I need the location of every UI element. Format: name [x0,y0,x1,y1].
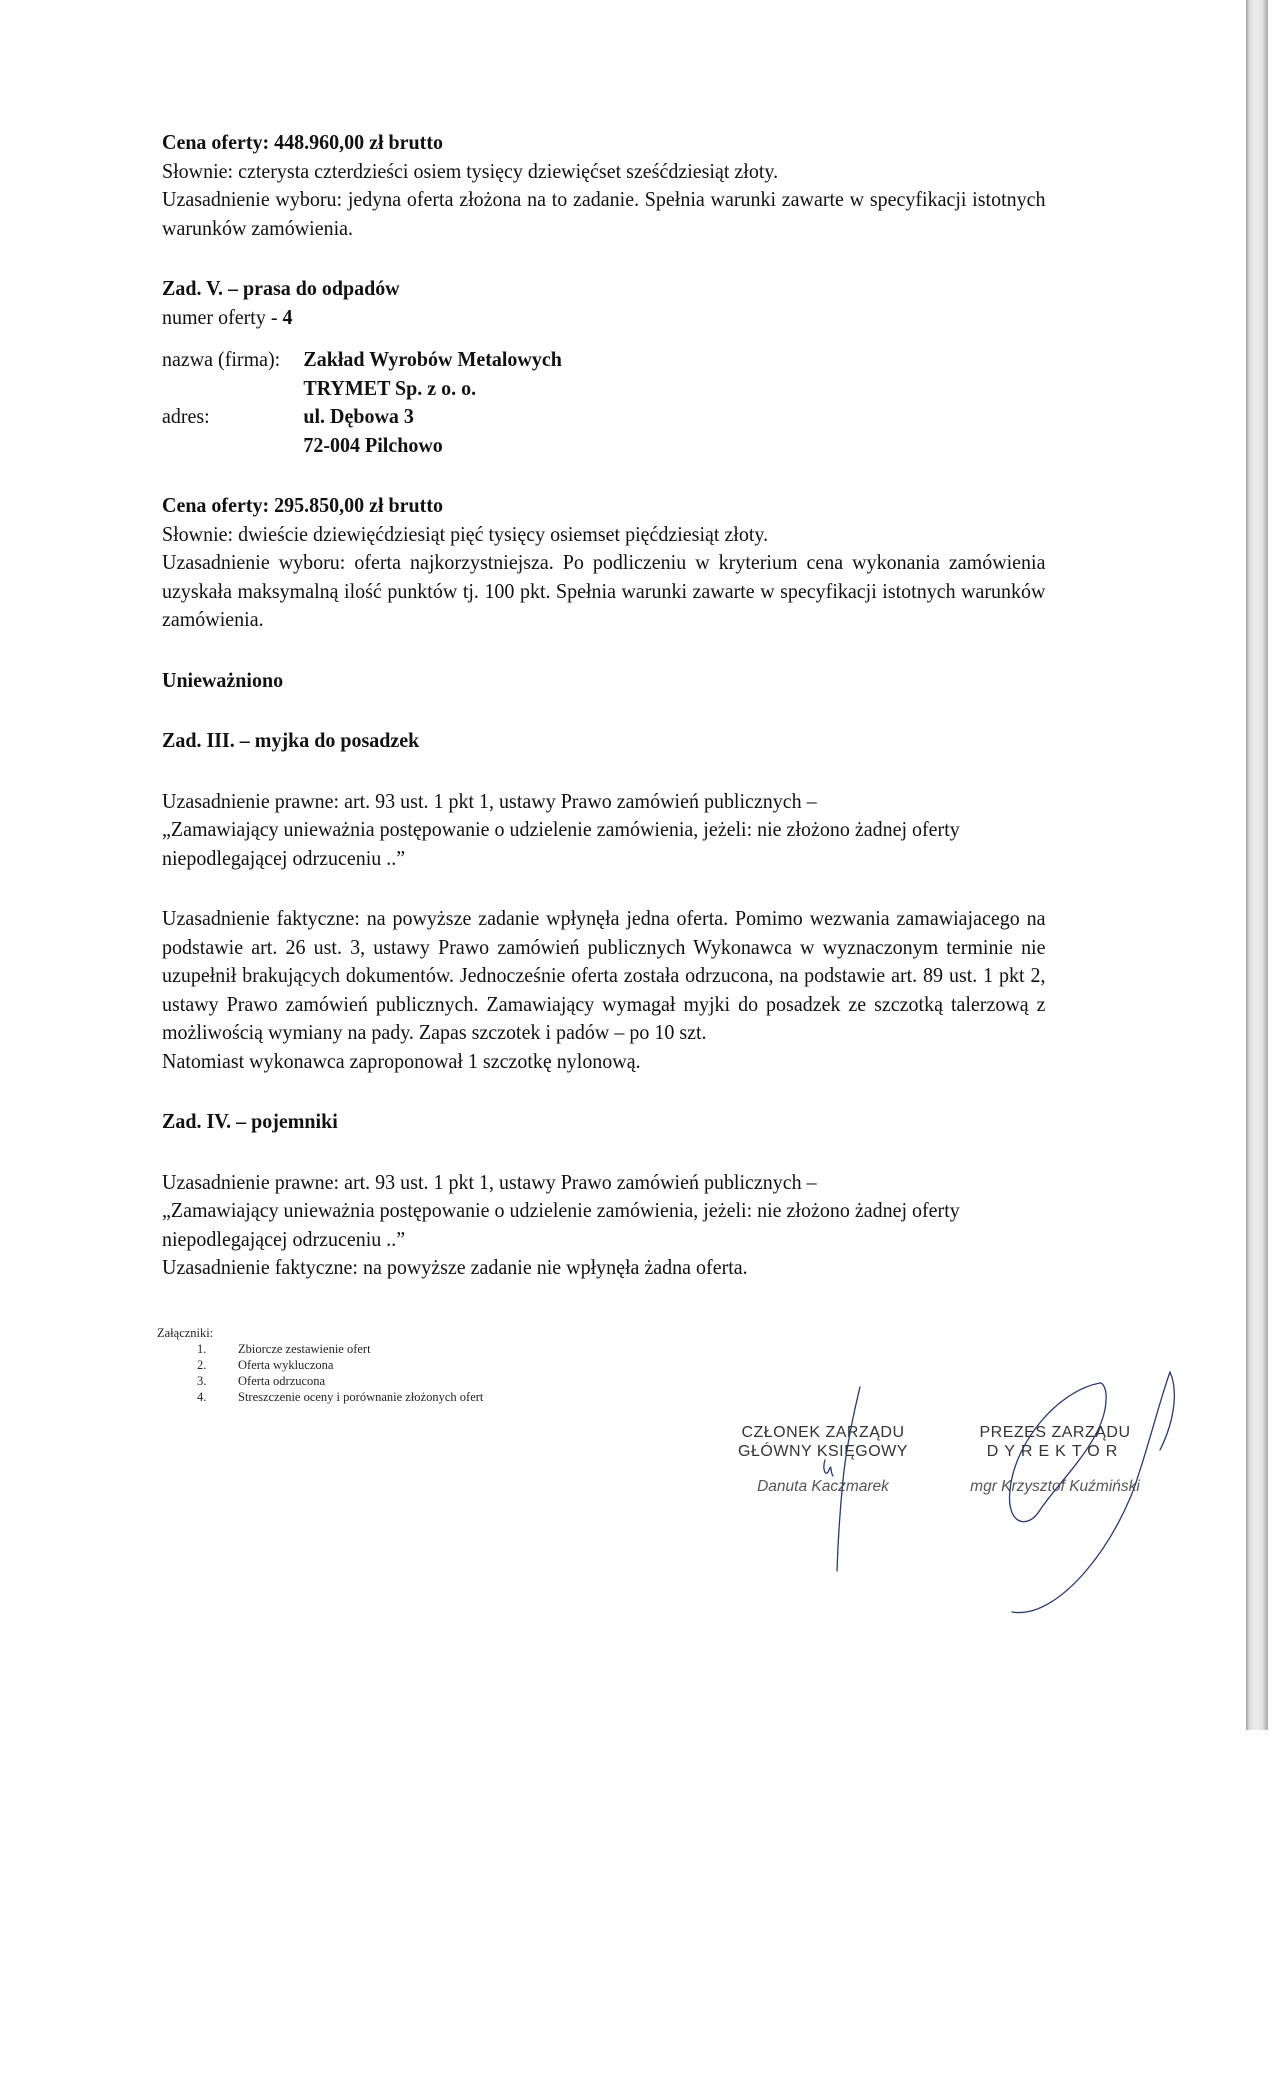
task-v-title: Zad. V. – prasa do odpadów [162,276,400,300]
attachment-number: 2. [197,1358,207,1372]
task-iii-title: Zad. III. – myjka do posadzek [162,728,420,752]
task-iv-title: Zad. IV. – pojemniki [162,1109,338,1133]
selection-justification-task-iv: Uzasadnienie wyboru: jedyna oferta złożona na to zadanie. Spełnia warunki zawarte w specyfikacji istotnych warunków zamówienia. [162,187,1046,240]
attachment-text: Streszczenie oceny i porównanie złożonych ofert [238,1390,484,1404]
signature-stamp-president [955,1423,1155,1496]
task-iii-factual-extra: Natomiast wykonawca zaproponował 1 szczotkę nylonową. [162,1048,641,1073]
attachment-item [157,1357,483,1373]
firm-row [162,345,1046,374]
attachment-item [157,1341,483,1357]
offer-number-label: numer oferty - [162,304,283,329]
task-iv-factual-basis: Uzasadnienie faktyczne: na powyższe zadanie nie wpłynęła żadna oferta. [162,1255,748,1279]
stamp-name: mgr Krzysztof Kuźmiński [970,1478,1140,1495]
stamp-title-line1: CZŁONEK ZARZĄDU [741,1424,905,1441]
firm-name-line1: Zakład Wyrobów Metalowych [303,347,562,371]
stamp-title-line2: DYREKTOR [986,1443,1124,1460]
attachment-number: 1. [197,1342,207,1356]
attachment-item [157,1389,483,1405]
firm-name-line2: TRYMET Sp. z o. o. [303,375,477,400]
signature-stamp-chief-accountant [728,1423,918,1496]
attachments-label: Załączniki: [157,1326,214,1340]
stamp-name: Danuta Kaczmarek [757,1478,889,1495]
address-row [162,402,1046,431]
attachment-text: Zbiorcze zestawienie ofert [238,1342,371,1356]
attachment-text: Oferta wykluczona [238,1358,334,1372]
document-body [162,128,1046,1282]
scan-page-edge [1246,0,1268,1730]
cancelled-heading: Unieważniono [162,667,284,692]
selection-justification-task-v: Uzasadnienie wyboru: oferta najkorzystniejsza. Po podliczeniu w kryterium cena wykonania zamówienia uzyskała maksymalną ilość punktów tj. 100 pkt. Spełnia warunki zawarte w specyfikacji istotnych warunków zamówienia. [162,550,1046,631]
task-iii-legal-basis: Uzasadnienie prawne: art. 93 ust. 1 pkt 1, ustawy Prawo zamówień publicznych – [162,788,817,813]
task-iii-legal-quote: „Zamawiający unieważnia postępowanie o udzielenie zamówienia, jeżeli: nie złożono żadnej oferty niepodlegającej odrzuceniu ..” [162,817,960,870]
offer-number-line [162,303,1046,332]
stamp-title-line1: PREZES ZARZĄDU [979,1424,1131,1441]
stamp-title-line2: GŁÓWNY KSIĘGOWY [738,1443,908,1460]
attachment-number: 3. [197,1374,207,1388]
task-iii-factual-basis: Uzasadnienie faktyczne: na powyższe zadanie wpłynęła jedna oferta. Pomimo wezwania zamawiajacego na podstawie art. 26 ust. 3, ustawy Prawo zamówień publicznych Wykonawca w wyznaczonym terminie nie uzupełnił brakujących dokumentów. Jednocześnie oferta została odrzucona, na podstawie art. 89 ust. 1 pkt 2, ustawy Prawo zamówień publicznych. Zamawiający wymagał myjki do posadzek ze szczotką talerzową z możliwością wymiany na pady. Zapas szczotek i padów – po 10 szt. [162,906,1046,1044]
attachments-list [157,1325,483,1405]
price-line-task-v: Cena oferty: 295.850,00 zł brutto [162,493,443,517]
price-in-words-task-iv: Słownie: czterysta czterdzieści osiem tysięcy dziewięćset sześćdziesiąt złoty. [162,158,779,183]
price-in-words-task-v: Słownie: dwieście dziewięćdziesiąt pięć tysięcy osiemset pięćdziesiąt złoty. [162,521,769,546]
signature-stroke-right-arc [1160,1372,1174,1450]
firm-label: nazwa (firma): [162,347,281,371]
attachment-item [157,1373,483,1389]
price-line-task-iv: Cena oferty: 448.960,00 zł brutto [162,130,443,154]
attachment-text: Oferta odrzucona [238,1374,326,1388]
address-label: adres: [162,404,210,428]
task-iv-legal-basis: Uzasadnienie prawne: art. 93 ust. 1 pkt 1, ustawy Prawo zamówień publicznych – [162,1169,817,1194]
offer-number-value: 4 [282,304,293,329]
address-line2: 72-004 Pilchowo [303,432,443,457]
attachment-number: 4. [197,1390,207,1404]
address-line1: ul. Dębowa 3 [303,404,414,428]
task-iv-legal-quote: „Zamawiający unieważnia postępowanie o udzielenie zamówienia, jeżeli: nie złożono żadnej oferty niepodlegającej odrzuceniu ..” [162,1198,960,1251]
